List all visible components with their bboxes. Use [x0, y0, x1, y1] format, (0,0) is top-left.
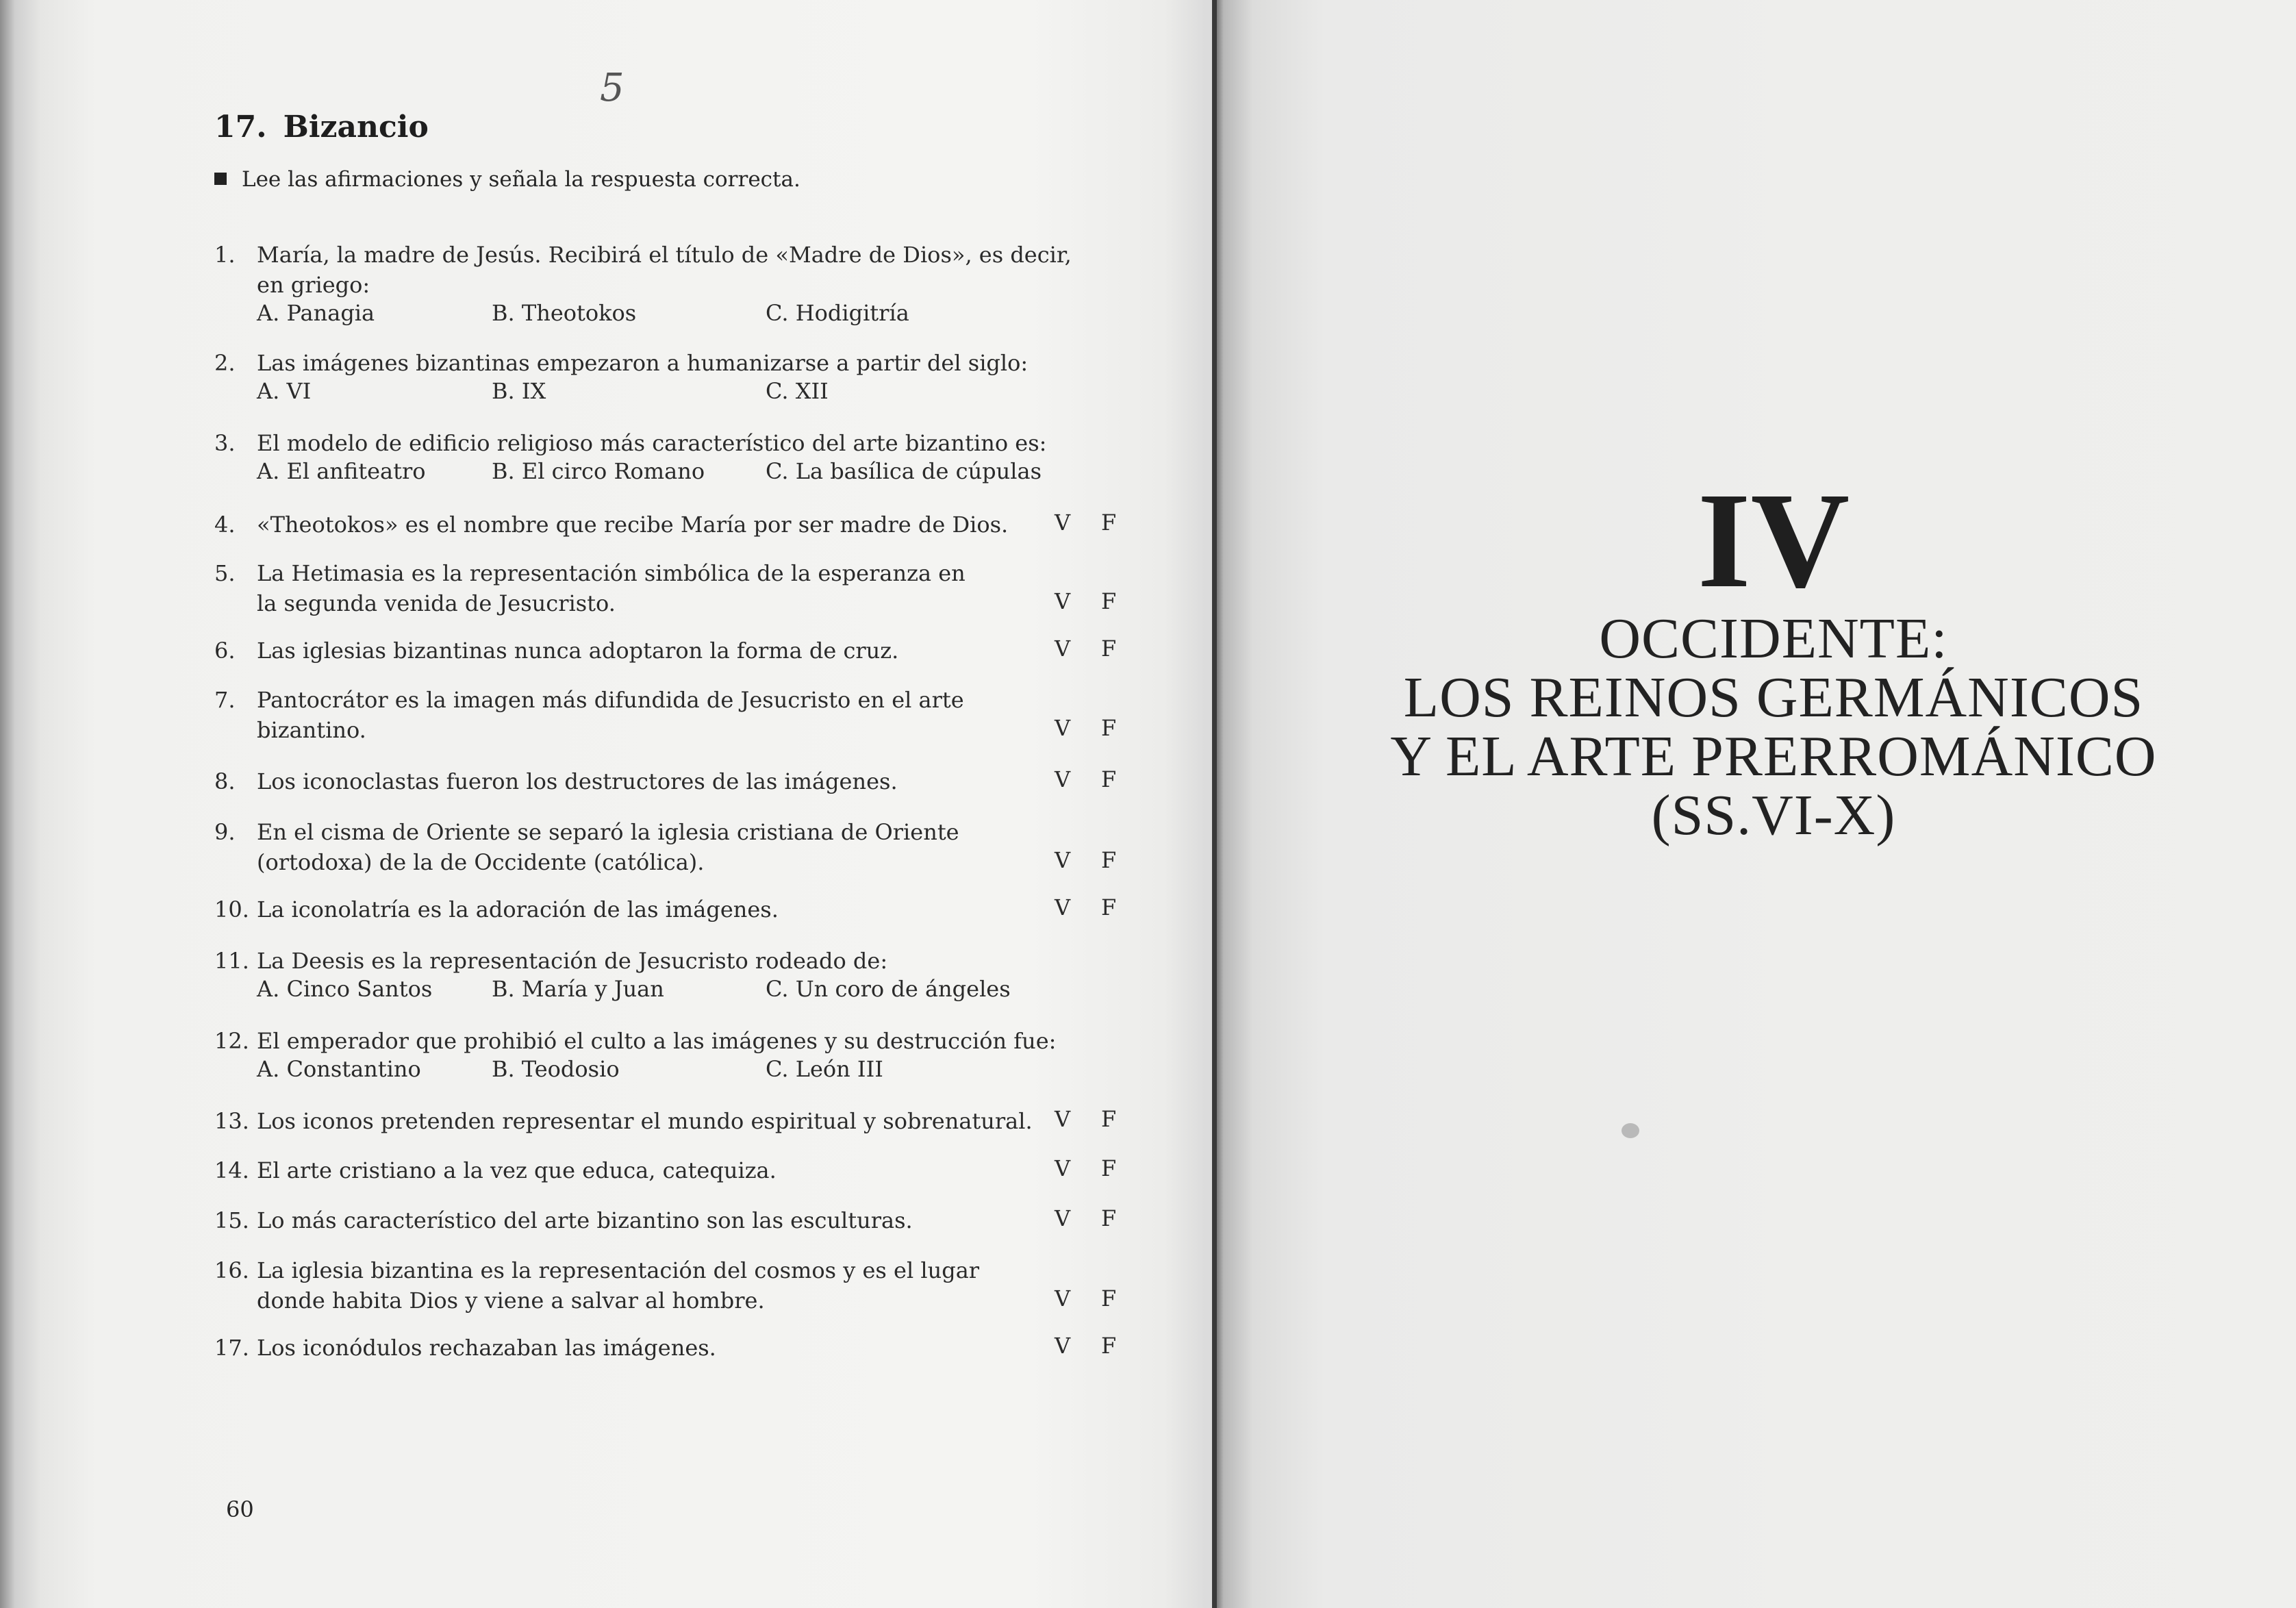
- answer-option[interactable]: A. El anfiteatro: [257, 458, 426, 484]
- false-option[interactable]: F: [1101, 588, 1117, 614]
- false-option[interactable]: F: [1101, 636, 1117, 662]
- question-number: 12.: [214, 1028, 249, 1054]
- page-number: 60: [226, 1496, 254, 1522]
- question-text: [214, 270, 370, 300]
- question-number: 10.: [214, 896, 249, 922]
- question-text: [214, 1255, 979, 1285]
- question-number: 1.: [214, 242, 236, 268]
- question-line: La Hetimasia es la representación simbólica de la esperanza en: [257, 560, 966, 586]
- question-line: en griego:: [257, 272, 370, 298]
- question-number: 13.: [214, 1108, 249, 1134]
- question-line: Lo más característico del arte bizantino son las esculturas.: [257, 1207, 913, 1233]
- chapter-title: [1346, 607, 2202, 847]
- question-number: 4.: [214, 512, 236, 538]
- chapter-numeral: IV: [1697, 465, 1850, 616]
- false-option[interactable]: F: [1101, 1333, 1117, 1359]
- question-text: [214, 1026, 1056, 1056]
- square-bullet-icon: [214, 173, 227, 185]
- answer-option[interactable]: B. IX: [492, 378, 546, 404]
- false-option[interactable]: F: [1101, 894, 1117, 920]
- question-number: 7.: [214, 687, 236, 713]
- answer-option[interactable]: B. María y Juan: [492, 976, 664, 1002]
- answer-option[interactable]: B. Theotokos: [492, 300, 637, 326]
- question-text: [214, 558, 966, 588]
- question-line: María, la madre de Jesús. Recibirá el título de «Madre de Dios», es decir,: [257, 242, 1072, 268]
- question-line: Los iconoclastas fueron los destructores de las imágenes.: [257, 768, 898, 794]
- section-name: Bizancio: [283, 110, 429, 145]
- answer-option[interactable]: C. La basílica de cúpulas: [766, 458, 1042, 484]
- question-line: La iglesia bizantina es la representación del cosmos y es el lugar: [257, 1257, 980, 1283]
- question-text: [214, 510, 1008, 540]
- chapter-title-line: (SS.VI-X): [1651, 783, 1896, 847]
- question-number: 14.: [214, 1157, 249, 1183]
- question-number: 15.: [214, 1207, 249, 1233]
- answer-option[interactable]: A. Constantino: [257, 1056, 421, 1082]
- false-option[interactable]: F: [1101, 1205, 1117, 1231]
- chapter-title-line: Y EL ARTE PRERROMÁNICO: [1390, 725, 2157, 788]
- false-option[interactable]: F: [1101, 766, 1117, 792]
- question-line: (ortodoxa) de la de Occidente (católica).: [257, 849, 705, 875]
- question-text: [214, 428, 1046, 458]
- answer-option[interactable]: C. XII: [766, 378, 829, 404]
- true-option[interactable]: V: [1055, 1106, 1071, 1132]
- true-option[interactable]: V: [1055, 766, 1071, 792]
- false-option[interactable]: F: [1101, 1285, 1117, 1311]
- question-text: [214, 1333, 716, 1363]
- answer-option[interactable]: A. Panagia: [257, 300, 375, 326]
- false-option[interactable]: F: [1101, 847, 1117, 873]
- question-line: la segunda venida de Jesucristo.: [257, 590, 616, 616]
- true-option[interactable]: V: [1055, 588, 1071, 614]
- question-text: [214, 348, 1028, 378]
- chapter-title-line: OCCIDENTE:: [1599, 607, 1948, 670]
- true-option[interactable]: V: [1055, 1205, 1071, 1231]
- true-option[interactable]: V: [1055, 715, 1071, 741]
- question-line: Las iglesias bizantinas nunca adoptaron la forma de cruz.: [257, 638, 899, 664]
- question-number: 5.: [214, 560, 236, 586]
- chapter-title-line: LOS REINOS GERMÁNICOS: [1403, 666, 2144, 729]
- true-option[interactable]: V: [1055, 510, 1071, 536]
- question-text: [214, 636, 898, 666]
- false-option[interactable]: F: [1101, 510, 1117, 536]
- question-text: [214, 847, 704, 877]
- question-text: [214, 588, 616, 618]
- question-text: [214, 946, 887, 976]
- true-option[interactable]: V: [1055, 1333, 1071, 1359]
- answer-option[interactable]: C. Hodigitría: [766, 300, 909, 326]
- question-line: El modelo de edificio religioso más característico del arte bizantino es:: [257, 430, 1047, 456]
- question-line: Los iconos pretenden representar el mundo espiritual y sobrenatural.: [257, 1108, 1033, 1134]
- question-line: El emperador que prohibió el culto a las imágenes y su destrucción fue:: [257, 1028, 1057, 1054]
- question-text: [214, 715, 366, 745]
- true-option[interactable]: V: [1055, 636, 1071, 662]
- question-text: [214, 685, 964, 715]
- question-number: 8.: [214, 768, 236, 794]
- question-number: 16.: [214, 1257, 249, 1283]
- question-line: bizantino.: [257, 717, 366, 743]
- question-number: 9.: [214, 819, 236, 845]
- question-line: «Theotokos» es el nombre que recibe María por ser madre de Dios.: [257, 512, 1009, 538]
- question-line: La iconolatría es la adoración de las imágenes.: [257, 896, 779, 922]
- instruction-text: Lee las afirmaciones y señala la respuesta correcta.: [242, 167, 800, 192]
- question-line: donde habita Dios y viene a salvar al hombre.: [257, 1287, 765, 1314]
- answer-option[interactable]: C. León III: [766, 1056, 883, 1082]
- question-text: [214, 1205, 913, 1235]
- question-text: [214, 240, 1072, 270]
- question-line: Pantocrátor es la imagen más difundida de Jesucristo en el arte: [257, 687, 964, 713]
- ink-smudge: [1622, 1123, 1639, 1138]
- question-line: Las imágenes bizantinas empezaron a humanizarse a partir del siglo:: [257, 350, 1029, 376]
- question-text: [214, 766, 898, 796]
- question-line: Los iconódulos rechazaban las imágenes.: [257, 1335, 716, 1361]
- answer-option[interactable]: B. Teodosio: [492, 1056, 620, 1082]
- true-option[interactable]: V: [1055, 847, 1071, 873]
- question-number: 3.: [214, 430, 236, 456]
- section-title: [214, 110, 429, 145]
- question-line: En el cisma de Oriente se separó la iglesia cristiana de Oriente: [257, 819, 959, 845]
- question-text: [214, 894, 779, 925]
- section-number: 17.: [214, 110, 267, 145]
- question-number: 6.: [214, 638, 236, 664]
- question-text: [214, 1285, 765, 1316]
- question-text: [214, 1106, 1033, 1136]
- answer-option[interactable]: A. VI: [257, 378, 312, 404]
- answer-option[interactable]: B. El circo Romano: [492, 458, 705, 484]
- instruction: [214, 167, 800, 192]
- answer-option[interactable]: A. Cinco Santos: [257, 976, 433, 1002]
- false-option[interactable]: F: [1101, 1155, 1117, 1181]
- question-text: [214, 1155, 777, 1185]
- question-number: 11.: [214, 948, 249, 974]
- false-option[interactable]: F: [1101, 1106, 1117, 1132]
- answer-option[interactable]: C. Un coro de ángeles: [766, 976, 1011, 1002]
- true-option[interactable]: V: [1055, 1285, 1071, 1311]
- question-line: La Deesis es la representación de Jesucristo rodeado de:: [257, 948, 888, 974]
- question-text: [214, 817, 959, 847]
- true-option[interactable]: V: [1055, 894, 1071, 920]
- question-number: 2.: [214, 350, 236, 376]
- false-option[interactable]: F: [1101, 715, 1117, 741]
- question-number: 17.: [214, 1335, 249, 1361]
- handwritten-mark: 5: [600, 66, 625, 110]
- question-line: El arte cristiano a la vez que educa, catequiza.: [257, 1157, 777, 1183]
- true-option[interactable]: V: [1055, 1155, 1071, 1181]
